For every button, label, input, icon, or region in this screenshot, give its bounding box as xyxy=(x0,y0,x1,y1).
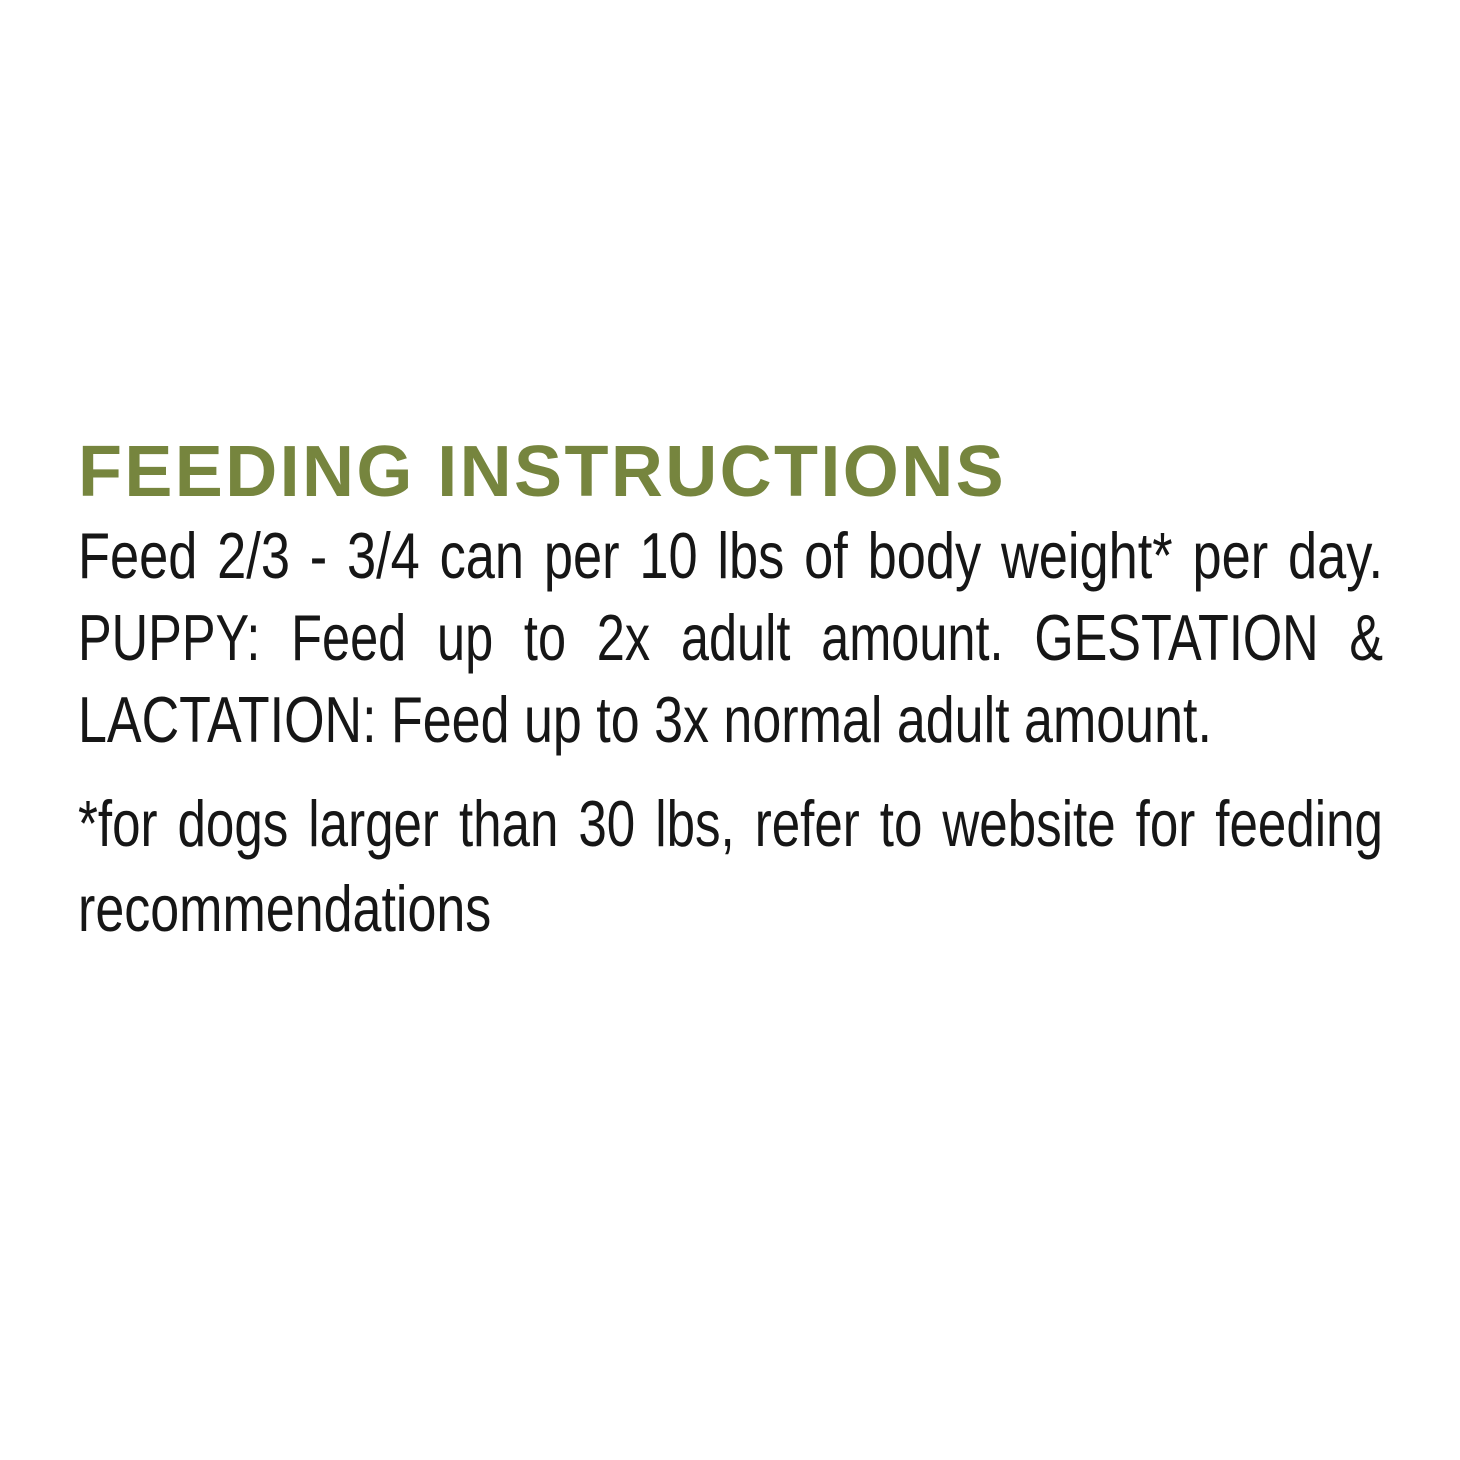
dosage-line-1: Feed 2/3 - 3/4 can per 10 lbs of body weight* per day. xyxy=(78,519,1384,592)
feeding-instructions-heading: FEEDING INSTRUCTIONS xyxy=(78,432,1007,512)
dosage-paragraph xyxy=(78,515,1383,761)
dosage-line-3: LACTATION: Feed up to 3x normal adult amount. xyxy=(78,683,1212,756)
footnote-line-2: recommendations xyxy=(78,872,492,945)
footnote-paragraph xyxy=(78,781,1383,951)
footnote-line-1: *for dogs larger than 30 lbs, refer to website for feeding xyxy=(78,787,1383,860)
dosage-line-2: PUPPY: Feed up to 2x adult amount. GESTATION & xyxy=(78,601,1384,674)
feeding-instructions-label xyxy=(78,432,1384,951)
